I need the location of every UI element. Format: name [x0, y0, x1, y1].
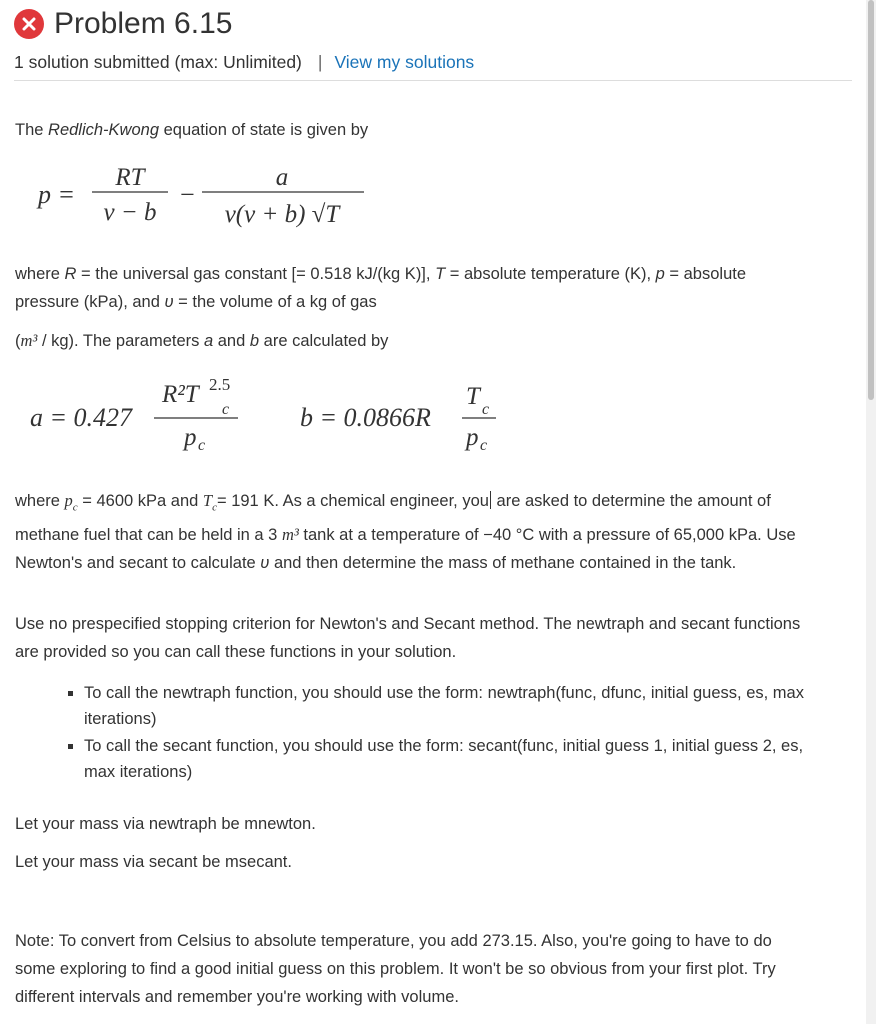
where1-t4: = absolute pressure (kPa), and: [15, 265, 747, 311]
vertical-scrollbar[interactable]: [866, 0, 876, 1024]
units-end: are calculated by: [259, 332, 389, 350]
where2-t2: = 4600 kPa and: [77, 492, 203, 510]
separator: |: [317, 52, 323, 72]
eq-b-lhs: b = 0.0866R: [300, 403, 431, 432]
where2-t1: where: [15, 492, 65, 510]
problem-header: [14, 6, 852, 74]
where1-p: p: [655, 265, 665, 283]
title-row: [14, 6, 852, 42]
where1-t3: = absolute temperature (K),: [445, 265, 656, 283]
submission-status: [14, 50, 852, 74]
text-cursor: [490, 491, 491, 509]
eq-a-lhs: a = 0.427: [30, 403, 133, 432]
eq-a-sup: 2.5: [209, 375, 231, 394]
eq-a-num: R²T: [162, 381, 199, 408]
where2-Tc-sub: c: [212, 501, 217, 514]
page-title: Problem 6.15: [54, 7, 233, 40]
where1-t5: = the volume of a kg of gas: [173, 293, 377, 311]
units-open: (: [15, 332, 21, 350]
where1-R: R: [64, 265, 77, 283]
where1-v: υ: [164, 293, 174, 311]
where2-pc-sub: c: [72, 501, 78, 514]
where1-t1: where: [15, 265, 65, 283]
header-divider: [14, 80, 852, 81]
mass-newton-text: Let your mass via newtraph be mnewton.: [15, 815, 316, 833]
where2-Tc: T: [202, 491, 213, 510]
eq-num1: RT: [115, 164, 145, 191]
eq-a-sub: c: [222, 401, 230, 418]
problem-statement: [15, 487, 805, 577]
units-b: b: [249, 332, 260, 350]
intro-italic: Redlich-Kwong: [48, 121, 160, 139]
units-rest: / kg). The parameters: [37, 332, 204, 350]
error-x-icon: [14, 9, 44, 39]
stopping-criterion-text: Use no prespecified stopping criterion for Newton's and Secant method. The newtraph and secant functions are provided so you can call these functions in your solution.: [15, 615, 801, 661]
where1-t2: = the universal gas constant [= 0.518 kJ/(kg K)],: [76, 265, 436, 283]
units-line: [15, 328, 805, 354]
eq-a-den: p: [184, 424, 197, 451]
where2-pc: p: [64, 491, 73, 510]
where2-v: υ: [260, 554, 270, 573]
units-m3: m³: [20, 331, 38, 350]
eq-b-num: T: [466, 383, 480, 410]
submission-count: 1 solution submitted (max: Unlimited): [14, 52, 302, 72]
mass-secant-text: Let your mass via secant be msecant.: [15, 853, 292, 871]
view-my-solutions-link[interactable]: View my solutions: [334, 52, 475, 72]
where2-t4: are asked to determine the amount of methane fuel that can be held in a 3: [15, 492, 771, 545]
where2-t3: = 191 K. As a chemical engineer, you: [216, 492, 489, 510]
intro-after: equation of state is given by: [159, 121, 369, 139]
where1-T: T: [435, 265, 446, 283]
where2-m3: m³: [281, 525, 299, 545]
redlich-kwong-equation: [30, 158, 380, 230]
eq-num2: a: [275, 164, 289, 191]
eq-lhs: p =: [38, 180, 76, 209]
intro-text: [15, 117, 805, 143]
units-and: and: [213, 332, 250, 350]
eq-b-den-sub: c: [480, 437, 488, 452]
b-parameter-equation: [296, 370, 516, 452]
a-parameter-equation: [26, 370, 276, 452]
eq-minus: −: [180, 180, 195, 209]
eq-den1: v − b: [103, 199, 157, 226]
eq-b-den: p: [466, 424, 479, 451]
eq-den2: v(v + b) √T: [224, 201, 340, 228]
x-mark-glyph: [22, 17, 36, 31]
eq-b-num-sub: c: [482, 401, 490, 418]
note-text: Note: To convert from Celsius to absolute temperature, you add 273.15. Also, you're going to have to do some exploring to find a good initial guess on this problem. It won't be so obvious from your first plot. Try different intervals and remember you're working with volume.: [15, 932, 776, 1006]
list-item: ▪ To call the newtraph function, you should use the form: newtraph(func, dfunc, initial guess, es, max iterations): [84, 680, 814, 732]
where2-t6: and then determine the mass of methane contained in the tank.: [269, 554, 737, 573]
intro-before: The: [15, 121, 49, 139]
function-usage-list: [62, 680, 814, 785]
list-item: ▪ To call the secant function, you should use the form: secant(func, initial guess 1, initial guess 2, es, max iterations): [84, 733, 814, 785]
eq-a-den-sub: c: [198, 437, 206, 452]
units-a: a: [203, 332, 214, 350]
where2-t5: tank at a temperature of −40 °C with a pressure of 65,000 kPa. Use Newton's and secant to calculate: [15, 526, 796, 573]
scrollbar-thumb[interactable]: [868, 0, 874, 400]
where-definitions: [15, 260, 805, 316]
